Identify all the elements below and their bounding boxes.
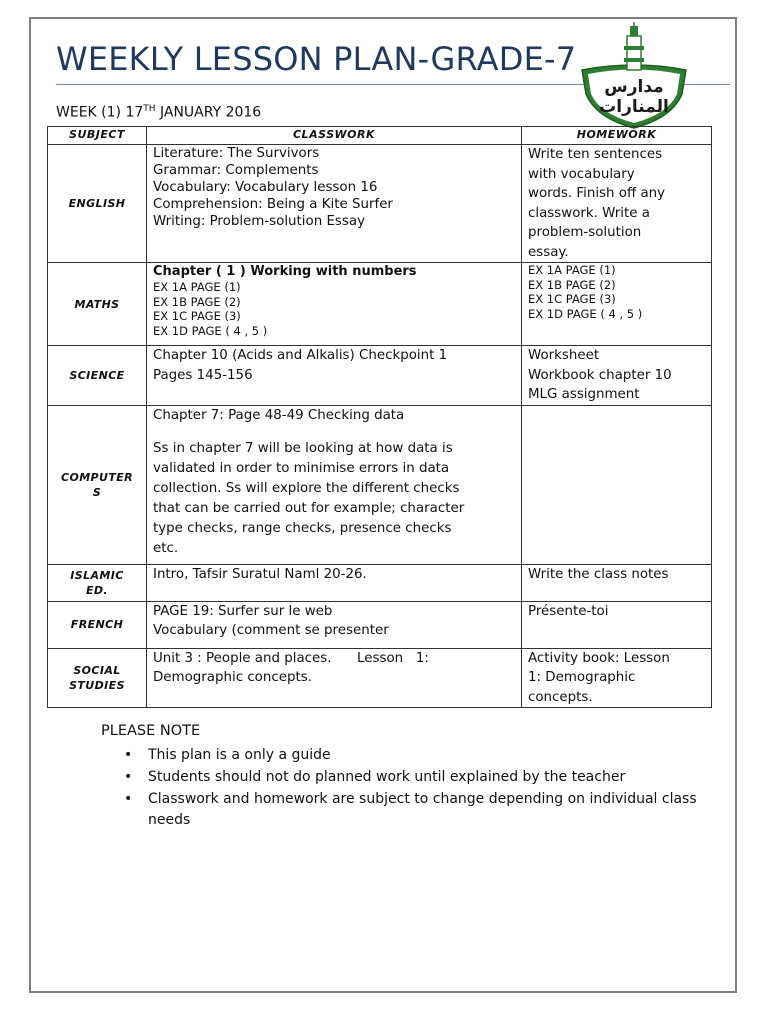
maths-classwork: Chapter ( 1 ) Working with numbers EX 1A PAGE (1) EX 1B PAGE (2) EX 1C PAGE (3) EX 1D PAGE ( 4 , 5 )	[147, 263, 522, 346]
english-literature: Literature: The Survivors	[153, 146, 320, 161]
note-item: • Students should not do planned work until explained by the teacher	[124, 767, 724, 788]
notes-title: PLEASE NOTE	[101, 723, 201, 739]
french-homework: Présente-toi	[522, 601, 712, 648]
french-classwork: PAGE 19: Surfer sur le web Vocabulary (comment se presenter	[147, 601, 522, 648]
science-classwork: Chapter 10 (Acids and Alkalis) Checkpoint 1 Pages 145-156	[147, 346, 522, 406]
bullet-icon: •	[124, 791, 133, 807]
header-subject: SUBJECT	[48, 127, 147, 145]
logo-text-top: مدارس	[604, 77, 664, 97]
maths-homework: EX 1A PAGE (1) EX 1B PAGE (2) EX 1C PAGE (3) EX 1D PAGE ( 4 , 5 )	[522, 263, 712, 346]
row-french	[48, 601, 712, 648]
subject-science: SCIENCE	[48, 346, 147, 406]
subject-maths: MATHS	[48, 263, 147, 346]
english-grammar: Grammar: Complements	[153, 163, 319, 178]
note-item: • Classwork and homework are subject to change depending on individual class needs	[124, 791, 697, 828]
maths-chapter-heading: Chapter ( 1 ) Working with numbers	[153, 264, 417, 279]
subject-islamic: ISLAMIC ED.	[48, 564, 147, 601]
bullet-icon: •	[124, 747, 133, 763]
row-computers	[48, 405, 712, 564]
notes-list	[124, 745, 724, 832]
english-homework: Write ten sentences with vocabulary words. Finish off any classwork. Write a problem-solution essay.	[522, 145, 712, 263]
english-classwork	[147, 145, 522, 263]
logo-text-bottom: المنارات	[599, 97, 669, 117]
social-homework: Activity book: Lesson 1: Demographic concepts.	[522, 648, 712, 708]
subject-english: ENGLISH	[48, 145, 147, 263]
computers-classwork: Chapter 7: Page 48-49 Checking data Ss in chapter 7 will be looking at how data is validated in order to minimise errors in data collection. Ss will explore the different checks that can be carried out for example; character type checks, range checks, presence checks etc.	[147, 405, 522, 564]
english-writing: Writing: Problem-solution Essay	[153, 214, 365, 229]
row-social-studies	[48, 648, 712, 708]
row-science	[48, 346, 712, 406]
page-title: WEEKLY LESSON PLAN-GRADE-7	[56, 40, 577, 78]
subject-french: FRENCH	[48, 601, 147, 648]
header-homework: HOMEWORK	[522, 127, 712, 145]
subject-computers: COMPUTER S	[48, 405, 147, 564]
school-logo	[578, 22, 690, 130]
computers-chapter-heading: Chapter 7: Page 48-49 Checking data	[153, 407, 405, 423]
english-vocabulary: Vocabulary: Vocabulary lesson 16	[153, 180, 378, 195]
row-maths	[48, 263, 712, 346]
table-header-row	[48, 127, 712, 145]
note-item: • This plan is a only a guide	[124, 745, 724, 766]
english-comprehension: Comprehension: Being a Kite Surfer	[153, 197, 393, 212]
subject-social-studies: SOCIAL STUDIES	[48, 648, 147, 708]
islamic-classwork: Intro, Tafsir Suratul Naml 20-26.	[147, 564, 522, 601]
bullet-icon: •	[124, 769, 133, 785]
social-classwork: Unit 3 : People and places. Lesson 1: Demographic concepts.	[147, 648, 522, 708]
row-islamic	[48, 564, 712, 601]
islamic-homework: Write the class notes	[522, 564, 712, 601]
header-classwork: CLASSWORK	[147, 127, 522, 145]
row-english	[48, 145, 712, 263]
week-heading: WEEK (1) 17TH JANUARY 2016	[56, 104, 262, 121]
computers-homework	[522, 405, 712, 564]
lesson-plan-table	[47, 126, 712, 708]
science-homework: Worksheet Workbook chapter 10 MLG assignment	[522, 346, 712, 406]
